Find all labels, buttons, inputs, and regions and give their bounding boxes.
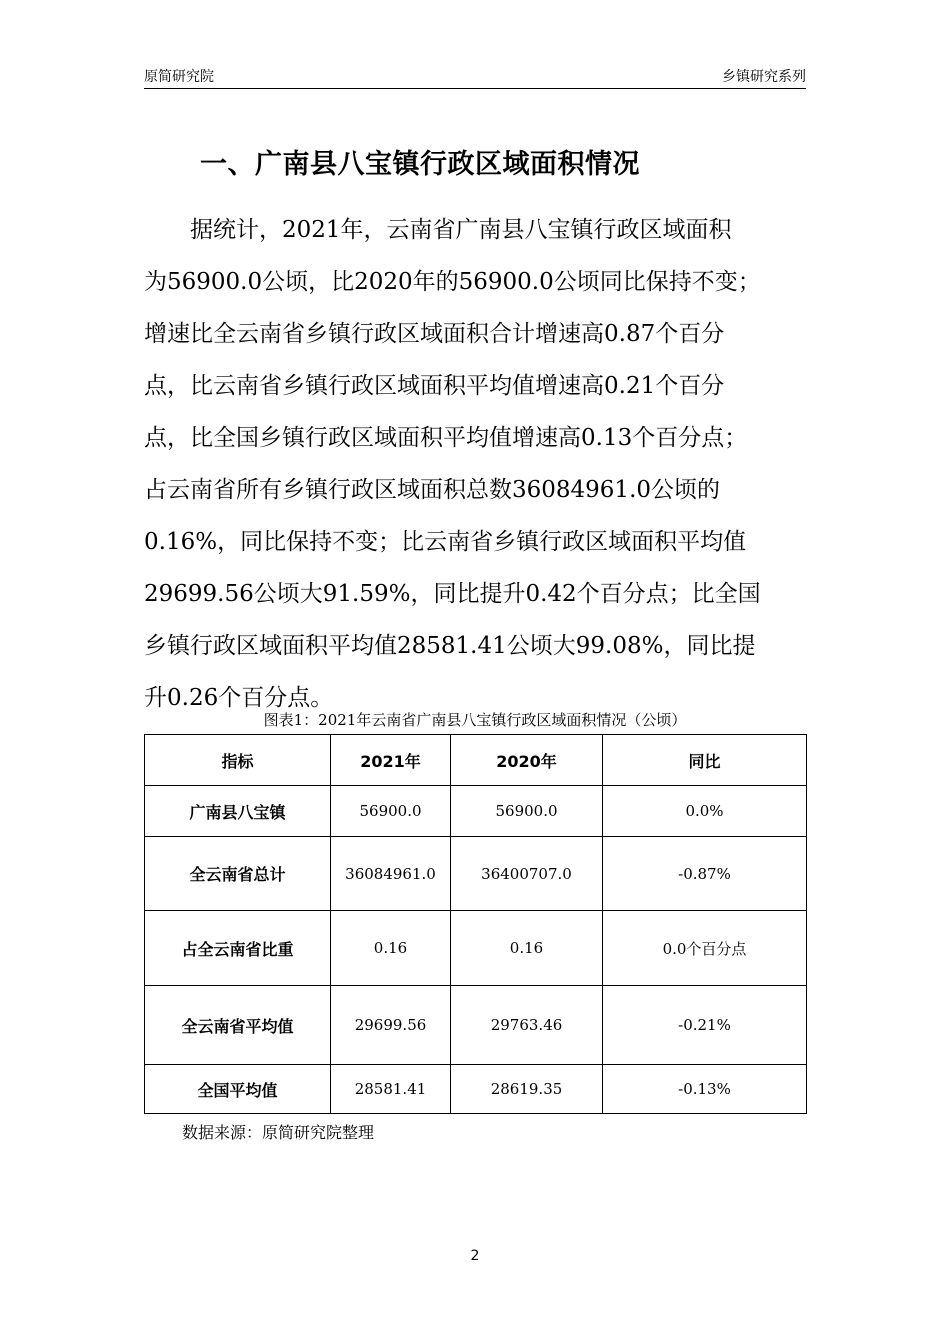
paragraph-line: 据统计，2021年，云南省广南县八宝镇行政区域面积 [144,217,732,243]
paragraph-line: 升0.26个百分点。 [144,685,334,711]
table-cell: 0.16 [331,911,451,986]
table-cell: 0.16 [451,911,603,986]
table-cell: 0.0% [603,786,807,837]
row-label: 占全云南省比重 [145,911,331,986]
paragraph-line: 点，比云南省乡镇行政区域面积平均值增速高0.21个百分 [144,373,725,399]
header-divider [144,88,806,89]
row-label: 全云南省平均值 [145,986,331,1065]
row-label: 广南县八宝镇 [145,786,331,837]
paragraph-line: 点，比全国乡镇行政区域面积平均值增速高0.13个百分点； [144,425,748,451]
paragraph-line: 29699.56公顷大91.59%，同比提升0.42个百分点；比全国 [144,581,761,607]
table-cell: 56900.0 [331,786,451,837]
table-cell: 36400707.0 [451,837,603,911]
table-cell: -0.87% [603,837,807,911]
area-data-table [144,734,807,1114]
table-cell: 36084961.0 [331,837,451,911]
page-number: 2 [470,1248,480,1264]
data-source-note: 数据来源：原简研究院整理 [182,1123,375,1142]
paragraph-line: 占云南省所有乡镇行政区域面积总数36084961.0公顷的 [144,477,721,503]
paragraph-line: 0.16%，同比保持不变；比云南省乡镇行政区域面积平均值 [144,529,747,555]
header-org-name: 原简研究院 [144,69,214,85]
table-row [145,1065,807,1114]
row-label: 全国平均值 [145,1065,331,1114]
table-cell: 28581.41 [331,1065,451,1114]
table-header-cell: 2020年 [451,735,603,786]
body-paragraph [144,204,816,724]
table-header-cell: 同比 [603,735,807,786]
paragraph-line: 增速比全云南省乡镇行政区域面积合计增速高0.87个百分 [144,321,725,347]
table-cell: 29763.46 [451,986,603,1065]
table-header-cell: 指标 [145,735,331,786]
table-cell: 56900.0 [451,786,603,837]
table-caption: 图表1：2021年云南省广南县八宝镇行政区域面积情况（公顷） [263,711,687,729]
table-header-cell: 2021年 [331,735,451,786]
paragraph-line: 乡镇行政区域面积平均值28581.41公顷大99.08%，同比提 [144,633,756,659]
table-header-row [145,735,807,786]
section-title: 一、广南县八宝镇行政区域面积情况 [200,149,640,180]
table-row [145,986,807,1065]
table-cell: 28619.35 [451,1065,603,1114]
table-cell: -0.13% [603,1065,807,1114]
table-cell: -0.21% [603,986,807,1065]
table-row [145,837,807,911]
table-row [145,911,807,986]
table-cell: 29699.56 [331,986,451,1065]
header-series-name: 乡镇研究系列 [722,69,806,85]
row-label: 全云南省总计 [145,837,331,911]
paragraph-line: 为56900.0公顷，比2020年的56900.0公顷同比保持不变； [144,269,761,295]
table-row [145,786,807,837]
table-cell: 0.0个百分点 [603,911,807,986]
